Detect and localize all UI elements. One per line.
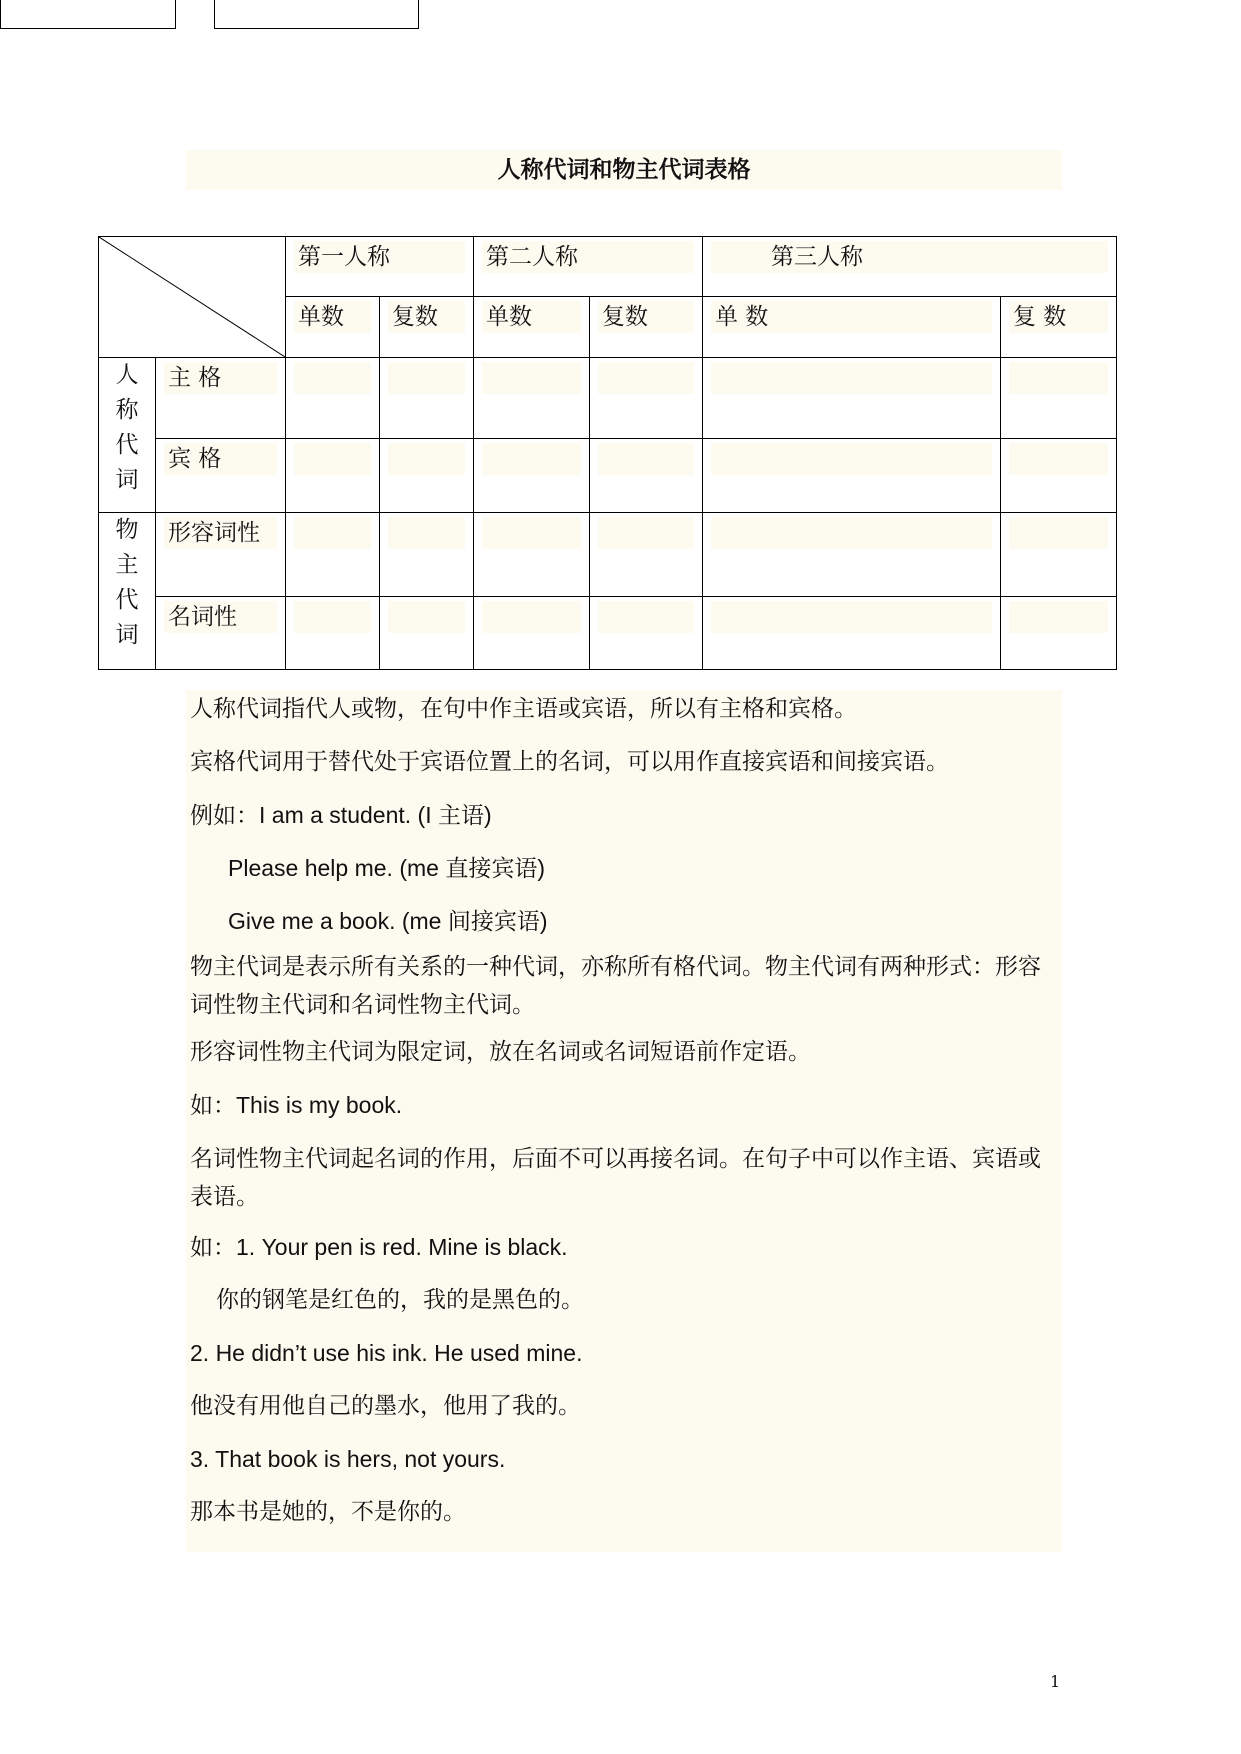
table-cell (590, 439, 703, 513)
example-line: 3. That book is hers, not yours. (190, 1446, 506, 1472)
header-plural: 复数 (590, 296, 703, 357)
diagonal-corner-cell (99, 237, 286, 358)
row-label-objective: 宾 格 (156, 439, 286, 513)
table-cell (286, 357, 380, 438)
paragraph: 形容词性物主代词为限定词，放在名词或名词短语前作定语。 (190, 1039, 811, 1065)
example-line: Give me a book. (me 间接宾语) (228, 908, 548, 934)
table-cell (590, 596, 703, 669)
table-cell (590, 513, 703, 596)
header-third-person: 第三人称 (703, 237, 1117, 297)
group-label-personal-pronoun: 人 称 代 词 (99, 357, 156, 513)
example-line: 如：1. Your pen is red. Mine is black. (190, 1234, 568, 1260)
table-cell (286, 513, 380, 596)
table-cell (1001, 439, 1117, 513)
header-singular: 单数 (286, 296, 380, 357)
table-cell (703, 439, 1001, 513)
table-cell (474, 513, 590, 596)
table-cell (474, 439, 590, 513)
page-title: 人称代词和物主代词表格 (186, 150, 1062, 190)
table-cell (590, 357, 703, 438)
row-label-nominal: 名词性 (156, 596, 286, 669)
header-singular: 单 数 (703, 296, 1001, 357)
table-cell (380, 596, 474, 669)
paragraph: 人称代词指代人或物，在句中作主语或宾语，所以有主格和宾格。 (190, 696, 857, 722)
example-line: 2. He didn’t use his ink. He used mine. (190, 1340, 583, 1366)
paragraph: 宾格代词用于替代处于宾语位置上的名词，可以用作直接宾语和间接宾语。 (190, 749, 949, 775)
paragraph: 名词性物主代词起名词的作用，后面不可以再接名词。在句子中可以作主语、宾语或表语。 (190, 1146, 1041, 1210)
row-label-adjectival: 形容词性 (156, 513, 286, 596)
header-singular: 单数 (474, 296, 590, 357)
table-cell (703, 596, 1001, 669)
table-cell (474, 357, 590, 438)
translation-line: 那本书是她的，不是你的。 (190, 1499, 466, 1525)
row-label-subjective: 主 格 (156, 357, 286, 438)
header-box-left (0, 0, 176, 29)
header-box-right (214, 0, 419, 29)
example-line: 例如：I am a student. (I 主语) (190, 802, 492, 828)
header-plural: 复数 (380, 296, 474, 357)
table-cell (1001, 513, 1117, 596)
header-first-person: 第一人称 (286, 237, 474, 297)
table-cell (380, 357, 474, 438)
table-cell (286, 439, 380, 513)
table-cell (380, 439, 474, 513)
table-cell (286, 596, 380, 669)
paragraph: 物主代词是表示所有关系的一种代词，亦称所有格代词。物主代词有两种形式：形容词性物主代词和名词性物主代词。 (190, 954, 1041, 1018)
table-cell (1001, 357, 1117, 438)
header-plural: 复 数 (1001, 296, 1117, 357)
example-line: Please help me. (me 直接宾语) (228, 855, 545, 881)
table-cell (703, 357, 1001, 438)
header-second-person: 第二人称 (474, 237, 703, 297)
table-cell (1001, 596, 1117, 669)
table-cell (474, 596, 590, 669)
table-cell (703, 513, 1001, 596)
group-label-possessive-pronoun: 物 主 代 词 (99, 513, 156, 670)
table-cell (380, 513, 474, 596)
pronoun-table (98, 236, 1117, 670)
translation-line: 你的钢笔是红色的，我的是黑色的。 (216, 1287, 584, 1313)
page-number: 1 (1050, 1672, 1061, 1691)
translation-line: 他没有用他自己的墨水，他用了我的。 (190, 1393, 581, 1419)
example-line: 如：This is my book. (190, 1092, 403, 1118)
explanation-section (186, 690, 1062, 1552)
